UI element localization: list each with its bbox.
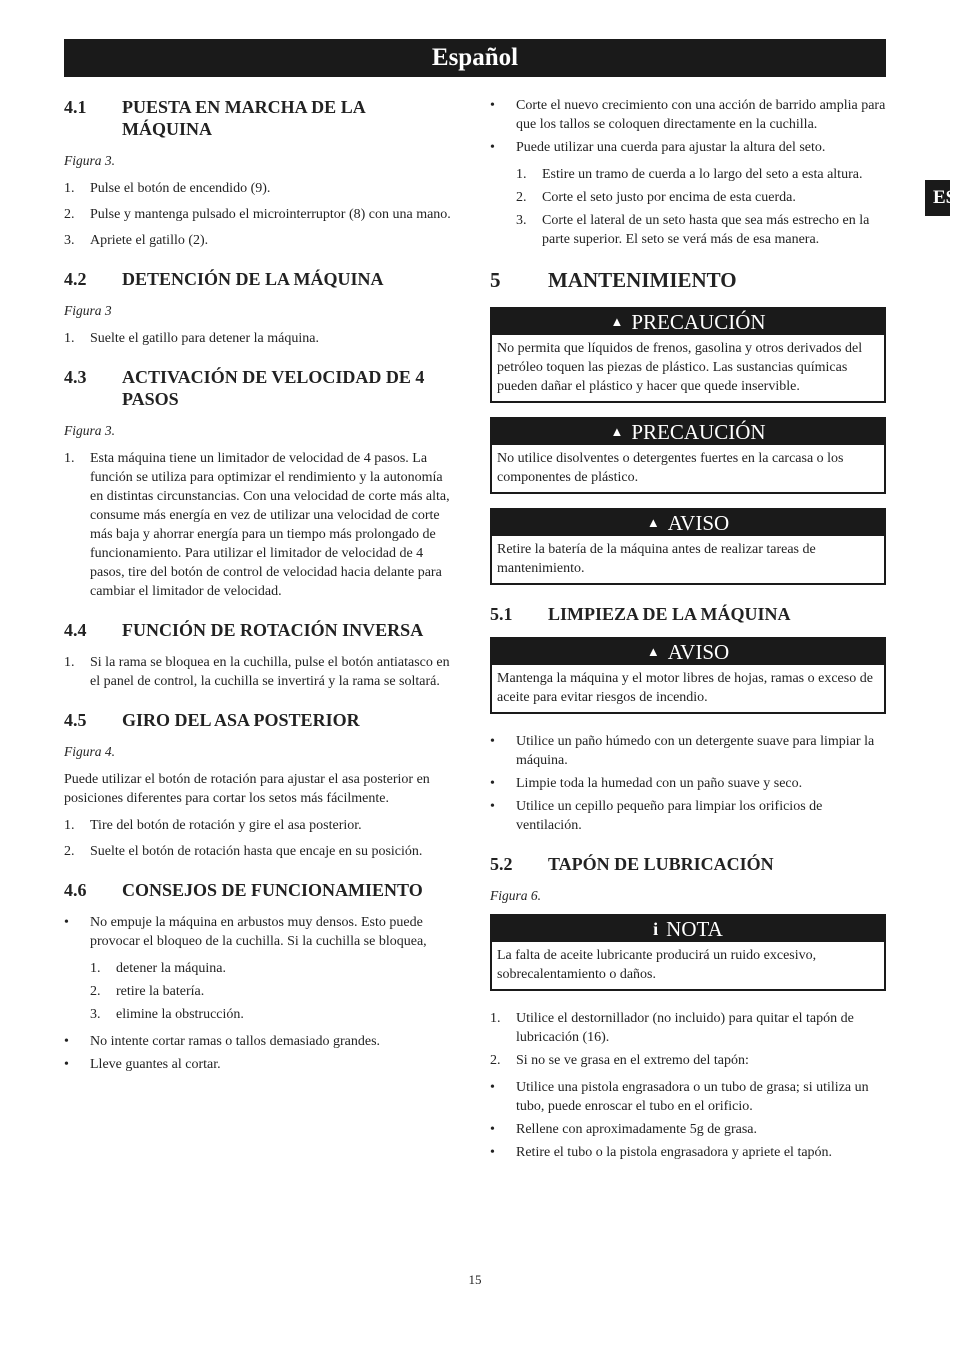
section-number: 5	[490, 268, 501, 292]
language-header: Español	[64, 39, 886, 77]
tips-list	[490, 96, 886, 157]
list-item: • Retire el tubo o la pistola engrasadora y apriete el tapón.	[490, 1145, 833, 1160]
list-item: 2. Si no se ve grasa en el extremo del tapón:	[490, 1053, 749, 1068]
list-item: 1. Suelte el gatillo para detener la máquina.	[64, 331, 319, 346]
caution-text: No utilice disolventes o detergentes fuertes en la carcasa o los componentes de plástico.	[497, 451, 844, 485]
list-item: 3. Apriete el gatillo (2).	[64, 233, 209, 248]
steps-list	[490, 1009, 886, 1070]
section-number: 4.2	[64, 269, 87, 289]
figure-reference: Figura 3.	[64, 423, 116, 438]
section-title: LIMPIEZA DE LA MÁQUINA	[548, 604, 791, 624]
section-number: 4.1	[64, 97, 87, 117]
section-number: 4.3	[64, 367, 87, 387]
right-column	[490, 96, 886, 1170]
warning-box	[490, 637, 886, 714]
caution-text: No permita que líquidos de frenos, gasolina y otros derivados del petróleo toquen las piezas de plástico. Las sustancias químicas pueden dañar el plástico y hacer que quede inservible.	[497, 341, 863, 394]
caution-box	[490, 417, 886, 494]
note-text: La falta de aceite lubricante producirá un ruido excesivo, sobrecalentamiento o daños.	[497, 948, 817, 982]
page-number: 15	[468, 1272, 482, 1287]
section-heading-5-2	[490, 853, 886, 875]
note-title: i NOTA	[492, 916, 884, 942]
section-number: 4.6	[64, 880, 87, 900]
list-item: 3. Corte el lateral de un seto hasta que sea más estrecho en la parte superior. El seto se verá más de esa manera.	[516, 213, 870, 247]
steps-list	[64, 816, 456, 861]
list-item: 1. Pulse el botón de encendido (9).	[64, 181, 271, 196]
list-item: • Lleve guantes al cortar.	[64, 1057, 221, 1072]
warning-text: Retire la batería de la máquina antes de realizar tareas de mantenimiento.	[497, 542, 816, 576]
list-item: • No empuje la máquina en arbustos muy densos. Esto puede provocar el bloqueo de la cuchilla. Si la cuchilla se bloquea,	[64, 915, 427, 949]
list-item: • Utilice un paño húmedo con un detergente suave para limpiar la máquina.	[490, 734, 875, 768]
list-item: 2. Suelte el botón de rotación hasta que encaje en su posición.	[64, 844, 423, 859]
language-tab: ES	[925, 180, 950, 216]
left-column	[64, 96, 456, 1082]
bullet-icon: •	[64, 1057, 69, 1072]
list-item: • Puede utilizar una cuerda para ajustar la altura del seto.	[490, 140, 826, 155]
section-heading-4-3	[64, 366, 456, 410]
info-icon: i	[653, 919, 659, 939]
section-title: TAPÓN DE LUBRICACIÓN	[548, 854, 774, 874]
cleaning-list	[490, 732, 886, 835]
section-heading-4-5	[64, 709, 456, 731]
section-heading-4-4	[64, 619, 456, 641]
warning-triangle-icon: ▲	[646, 515, 660, 530]
sub-steps-list	[64, 959, 456, 1024]
bullet-icon: •	[490, 98, 495, 113]
bullet-icon: •	[490, 1145, 495, 1160]
list-item: 2. Corte el seto justo por encima de esta cuerda.	[516, 190, 796, 205]
section-number: 4.5	[64, 710, 87, 730]
steps-list	[64, 653, 456, 691]
list-item: 1. Si la rama se bloquea en la cuchilla, pulse el botón antiatasco en el panel de control, la cuchilla se invertirá y la rama se soltará.	[64, 655, 450, 689]
list-item: 3. elimine la obstrucción.	[90, 1007, 244, 1022]
warning-triangle-icon: ▲	[646, 644, 660, 659]
section-heading-4-6	[64, 879, 456, 901]
section-title: ACTIVACIÓN DE VELOCIDAD DE 4 PASOS	[122, 367, 425, 409]
note-box	[490, 914, 886, 991]
figure-reference: Figura 3.	[64, 153, 116, 168]
warning-title: ▲ AVISO	[492, 639, 884, 665]
list-item: 1. Tire del botón de rotación y gire el asa posterior.	[64, 818, 362, 833]
section-heading-4-1	[64, 96, 456, 140]
sub-steps-list	[490, 165, 886, 249]
list-item: • Utilice un cepillo pequeño para limpiar los orificios de ventilación.	[490, 799, 823, 833]
section-title: MANTENIMIENTO	[548, 268, 737, 292]
section-number: 4.4	[64, 620, 87, 640]
section-heading-4-2	[64, 268, 456, 290]
list-item: 2. Pulse y mantenga pulsado el microinterruptor (8) con una mano.	[64, 207, 451, 222]
bullet-icon: •	[64, 1034, 69, 1049]
list-item: 1. Esta máquina tiene un limitador de velocidad de 4 pasos. La función se utiliza para optimizar el rendimiento y la autonomía en distintas circunstancias. Con una velocidad de corte más alta, consume más energía en vez de utilizar una velocidad de corte más baja y ahorrar energía para un tiempo más prolongado de funcionamiento. Para utilizar el limitador de velocidad de 4 pasos, tire del botón de control de velocidad hacia delante para cambiar el limitador de velocidad.	[64, 451, 450, 599]
tips-list	[64, 913, 456, 951]
bullet-icon: •	[490, 1122, 495, 1137]
warning-title: ▲ AVISO	[492, 510, 884, 536]
figure-reference: Figura 3	[64, 303, 112, 318]
warning-triangle-icon: ▲	[610, 424, 624, 439]
list-item: 1. Estire un tramo de cuerda a lo largo del seto a esta altura.	[516, 167, 863, 182]
list-item: 1. Utilice el destornillador (no incluido) para quitar el tapón de lubricación (16).	[490, 1011, 854, 1045]
section-title: PUESTA EN MARCHA DE LA MÁQUINA	[122, 97, 365, 139]
steps-list	[64, 329, 456, 348]
section-heading-5-1	[490, 603, 886, 625]
warning-box	[490, 508, 886, 585]
intro-paragraph: Puede utilizar el botón de rotación para ajustar el asa posterior en posiciones diferentes para cortar los setos más fácilmente.	[64, 772, 430, 806]
section-number: 5.2	[490, 854, 513, 874]
section-title: DETENCIÓN DE LA MÁQUINA	[122, 269, 384, 289]
section-title: GIRO DEL ASA POSTERIOR	[122, 710, 360, 730]
section-title: CONSEJOS DE FUNCIONAMIENTO	[122, 880, 423, 900]
caution-title: ▲ PRECAUCIÓN	[492, 419, 884, 445]
list-item: 1. detener la máquina.	[90, 961, 227, 976]
figure-reference: Figura 4.	[64, 744, 116, 759]
section-title: FUNCIÓN DE ROTACIÓN INVERSA	[122, 620, 424, 640]
caution-title: ▲ PRECAUCIÓN	[492, 309, 884, 335]
bullet-icon: •	[490, 140, 495, 155]
figure-reference: Figura 6.	[490, 888, 542, 903]
lubrication-list	[490, 1078, 886, 1162]
list-item: • Limpie toda la humedad con un paño suave y seco.	[490, 776, 803, 791]
list-item: • No intente cortar ramas o tallos demasiado grandes.	[64, 1034, 381, 1049]
caution-box	[490, 307, 886, 403]
steps-list	[64, 449, 456, 601]
steps-list	[64, 179, 456, 250]
list-item: • Utilice una pistola engrasadora o un tubo de grasa; si utiliza un tubo, puede enroscar el tubo en el orificio.	[490, 1080, 869, 1114]
section-heading-5	[490, 267, 886, 293]
bullet-icon: •	[490, 799, 495, 814]
bullet-icon: •	[490, 734, 495, 749]
bullet-icon: •	[490, 776, 495, 791]
warning-triangle-icon: ▲	[610, 314, 624, 329]
list-item: • Corte el nuevo crecimiento con una acción de barrido amplia para que los tallos se coloquen directamente en la cuchilla.	[490, 98, 886, 132]
section-number: 5.1	[490, 604, 513, 624]
bullet-icon: •	[490, 1080, 495, 1095]
list-item: • Rellene con aproximadamente 5g de grasa.	[490, 1122, 758, 1137]
warning-text: Mantenga la máquina y el motor libres de hojas, ramas o exceso de aceite para evitar riesgos de incendio.	[497, 671, 873, 705]
tips-list	[64, 1032, 456, 1074]
list-item: 2. retire la batería.	[90, 984, 205, 999]
bullet-icon: •	[64, 915, 69, 930]
